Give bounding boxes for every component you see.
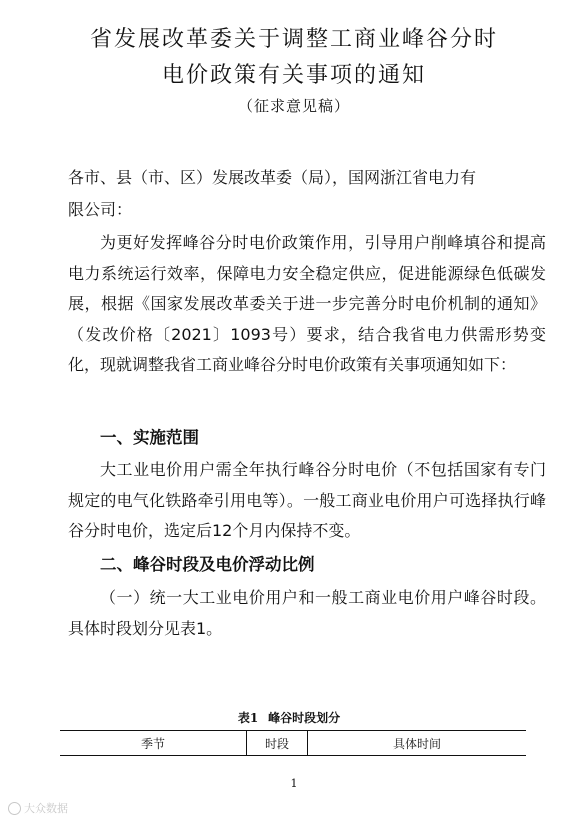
- document-title-line2: 电价政策有关事项的通知: [161, 63, 426, 88]
- paragraph-periods: （一）统一大工业电价用户和一般工商业电价用户峰谷时段。具体时段划分见表1。: [68, 588, 546, 638]
- table-caption-text: 峰谷时段划分: [268, 711, 341, 725]
- document-title-line1: 省发展改革委关于调整工商业峰谷分时: [89, 27, 498, 52]
- page-number: 1: [290, 777, 298, 790]
- period-table: [60, 730, 526, 756]
- table-header-season: 季节: [60, 731, 247, 755]
- table-header-time: 具体时间: [392, 736, 441, 751]
- salutation-line2: 限公司：: [68, 200, 133, 219]
- paragraph-scope: 大工业电价用户需全年执行峰谷分时电价（不包括国家有专门规定的电气化铁路牵引用电等）。一般工商业电价用户可选择执行峰谷分时电价，选定后12个月内保持不变。: [68, 460, 546, 540]
- table-caption: [0, 709, 588, 726]
- watermark-text: 大众数据: [24, 802, 68, 815]
- document-subtitle: （征求意见稿）: [237, 97, 350, 115]
- watermark: [8, 800, 68, 816]
- section-heading-periods: 二、峰谷时段及电价浮动比例: [100, 555, 315, 574]
- table-header-period: 时段: [247, 731, 308, 755]
- paragraph-intro: 为更好发挥峰谷分时电价政策作用，引导用户削峰填谷和提高电力系统运行效率，保障电力安全稳定供应，促进能源绿色低碳发展，根据《国家发展改革委关于进一步完善分时电价机制的通知》（发改价格〔2021〕1093号）要求，结合我省电力供需形势变化，现就调整我省工商业峰谷分时电价政策有关事项通知如下：: [68, 233, 546, 374]
- watermark-logo-icon: [8, 802, 21, 815]
- table-caption-label: 表1: [237, 711, 259, 725]
- section-heading-scope: 一、实施范围: [100, 428, 199, 447]
- salutation-line1: 各市、县（市、区）发展改革委（局），国网浙江省电力有: [68, 168, 477, 187]
